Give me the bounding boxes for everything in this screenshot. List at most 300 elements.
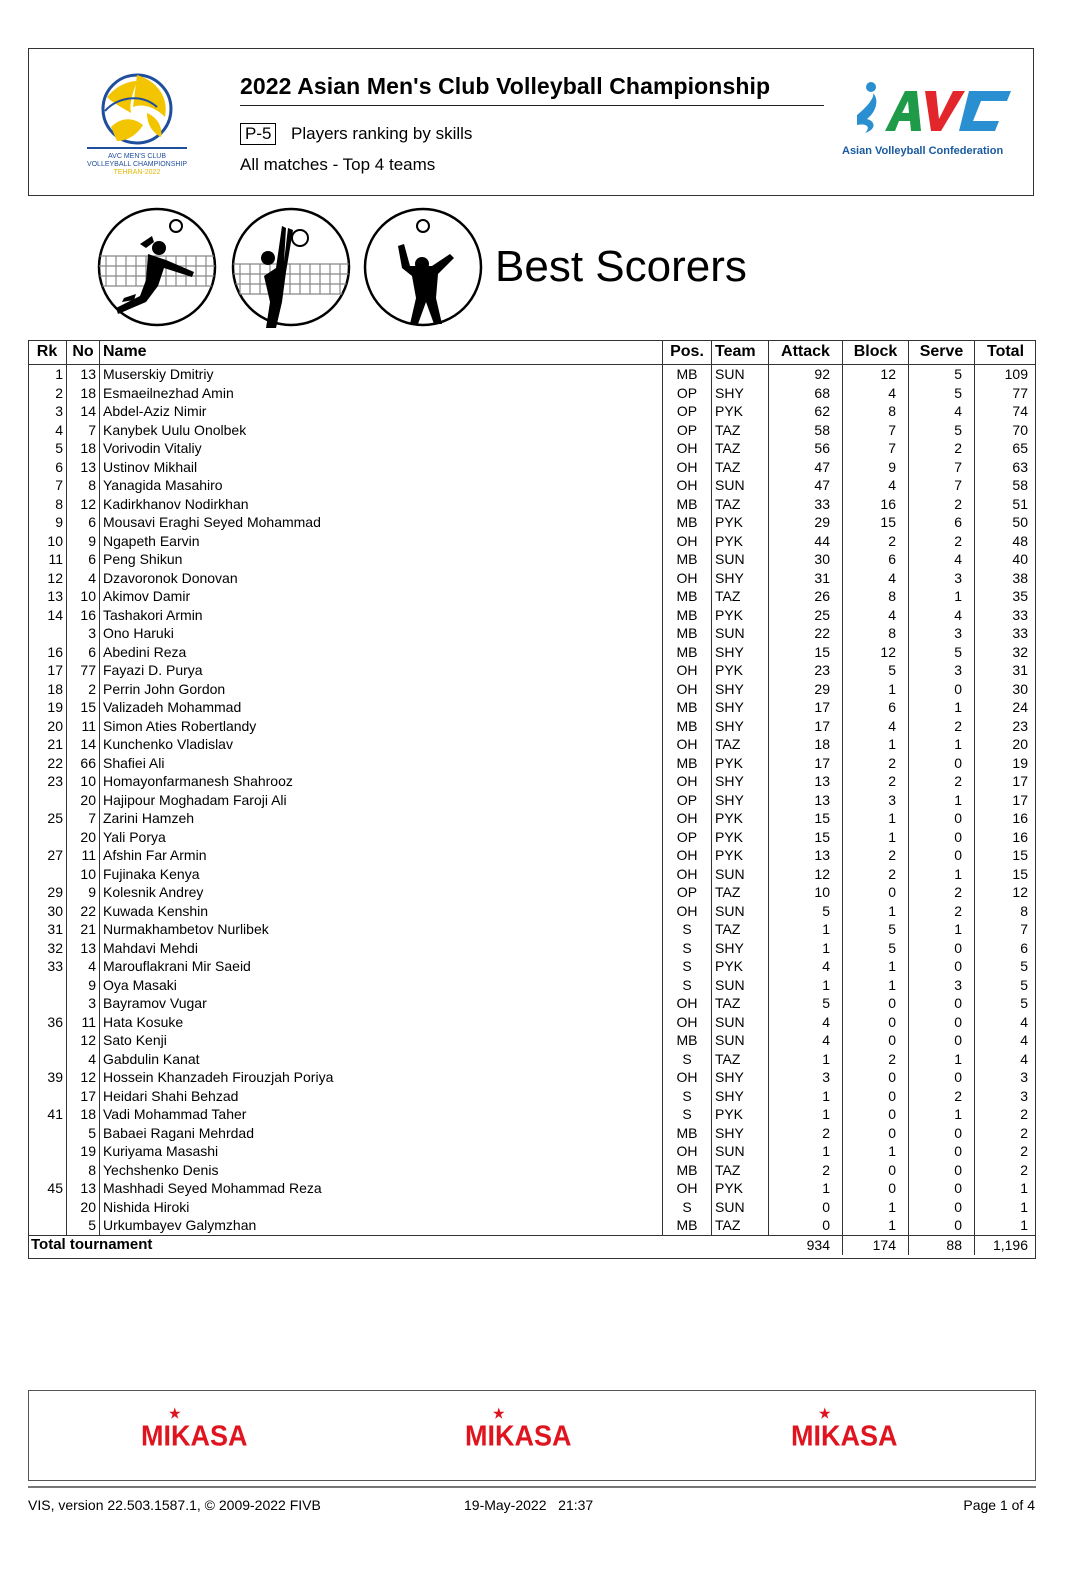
cell-name: Kanybek Uulu Onolbek [100, 421, 663, 440]
cell-team: PYK [712, 532, 769, 551]
cell-serve: 0 [909, 846, 975, 865]
cell-block: 8 [843, 402, 909, 421]
cell-total: 2 [1020, 1143, 1028, 1160]
cell-attack: 15 [769, 643, 843, 662]
table-row [28, 1068, 1036, 1087]
cell-number: 19 [67, 1142, 100, 1161]
cell-number: 20 [67, 791, 100, 810]
cell-serve: 1 [909, 1105, 975, 1124]
cell-team: TAZ [712, 735, 769, 754]
cell-name: Gabdulin Kanat [100, 1050, 663, 1069]
cell-serve: 3 [909, 976, 975, 995]
cell-attack: 29 [769, 680, 843, 699]
col-rank: Rk [28, 340, 67, 365]
col-number: No [67, 340, 100, 365]
table-row [28, 1216, 1036, 1235]
table-row [28, 828, 1036, 847]
sponsor-logo: ★ MIKASA [791, 1405, 898, 1452]
table-row [28, 606, 1036, 625]
table-row [28, 476, 1036, 495]
cell-serve: 2 [909, 717, 975, 736]
table-row [28, 402, 1036, 421]
cell-team: PYK [712, 809, 769, 828]
cell-name: Simon Aties Robertlandy [100, 717, 663, 736]
cell-number: 66 [67, 754, 100, 773]
section-title: Best Scorers [495, 242, 747, 291]
cell-rank: 2 [28, 384, 67, 403]
cell-attack: 5 [769, 902, 843, 921]
cell-total: 12 [1012, 884, 1028, 901]
cell-position: OH [663, 865, 712, 884]
cell-total: 1 [1020, 1217, 1028, 1234]
cell-rank: 9 [28, 513, 67, 532]
cell-position: OH [663, 772, 712, 791]
table-row [28, 587, 1036, 606]
cell-number: 9 [67, 976, 100, 995]
cell-serve: 5 [909, 643, 975, 662]
table-row [28, 809, 1036, 828]
cell-serve: 1 [909, 587, 975, 606]
cell-rank: 22 [28, 754, 67, 773]
cell-team: SUN [712, 865, 769, 884]
cell-team: TAZ [712, 883, 769, 902]
cell-rank: 11 [28, 550, 67, 569]
cell-number: 20 [67, 1198, 100, 1217]
cell-name: Sato Kenji [100, 1031, 663, 1050]
cell-rank: 13 [28, 587, 67, 606]
cell-serve: 4 [909, 550, 975, 569]
cell-team: PYK [712, 1105, 769, 1124]
cell-serve: 2 [909, 1087, 975, 1106]
cell-number: 10 [67, 772, 100, 791]
table-row [28, 754, 1036, 773]
cell-serve: 4 [909, 606, 975, 625]
cell-serve: 0 [909, 1161, 975, 1180]
cell-number: 11 [67, 1013, 100, 1032]
cell-serve: 0 [909, 994, 975, 1013]
cell-rank: 7 [28, 476, 67, 495]
cell-attack: 4 [769, 1013, 843, 1032]
cell-rank: 32 [28, 939, 67, 958]
cell-serve: 1 [909, 791, 975, 810]
cell-rank: 6 [28, 458, 67, 477]
cell-number: 4 [67, 569, 100, 588]
cell-number: 77 [67, 661, 100, 680]
footer-version: VIS, version 22.503.1587.1, © 2009-2022 FIVB [28, 1497, 321, 1513]
cell-attack: 15 [769, 809, 843, 828]
star-icon: ★ [169, 1405, 181, 1422]
cell-attack: 2 [769, 1124, 843, 1143]
cell-attack: 13 [769, 791, 843, 810]
cell-name: Vorivodin Vitaliy [100, 439, 663, 458]
cell-name: Mashhadi Seyed Mohammad Reza [100, 1179, 663, 1198]
table-body [28, 365, 1036, 1236]
cell-rank: 3 [28, 402, 67, 421]
cell-position: MB [663, 1161, 712, 1180]
cell-serve: 0 [909, 828, 975, 847]
cell-number: 18 [67, 439, 100, 458]
cell-attack: 1 [769, 920, 843, 939]
cell-name: Kunchenko Vladislav [100, 735, 663, 754]
cell-total: 2 [1020, 1124, 1028, 1141]
table-row [28, 1105, 1036, 1124]
cell-position: OH [663, 569, 712, 588]
cell-attack: 25 [769, 606, 843, 625]
cell-attack: 29 [769, 513, 843, 532]
table-row [28, 920, 1036, 939]
cell-block: 1 [843, 902, 909, 921]
cell-total: 48 [1012, 532, 1028, 549]
cell-total: 17 [1012, 773, 1028, 790]
cell-team: SHY [712, 643, 769, 662]
cell-name: Tashakori Armin [100, 606, 663, 625]
table-row [28, 513, 1036, 532]
cell-name: Akimov Damir [100, 587, 663, 606]
cell-total: 6 [1020, 939, 1028, 956]
cell-block: 2 [843, 1050, 909, 1069]
cell-rank: 5 [28, 439, 67, 458]
cell-team: SHY [712, 1124, 769, 1143]
cell-name: Urkumbayev Galymzhan [100, 1216, 663, 1235]
cell-serve: 4 [909, 402, 975, 421]
cell-name: Fujinaka Kenya [100, 865, 663, 884]
svg-text:AVC MEN'S CLUB: AVC MEN'S CLUB [108, 153, 166, 160]
table-row [28, 1050, 1036, 1069]
cell-attack: 0 [769, 1198, 843, 1217]
cell-attack: 33 [769, 495, 843, 514]
cell-total: 15 [1012, 847, 1028, 864]
cell-position: MB [663, 643, 712, 662]
cell-block: 2 [843, 772, 909, 791]
cell-rank: 17 [28, 661, 67, 680]
cell-position: OP [663, 791, 712, 810]
table-row [28, 717, 1036, 736]
table-row [28, 698, 1036, 717]
cell-attack: 5 [769, 994, 843, 1013]
totals-label: Total tournament [28, 1235, 769, 1255]
cell-position: MB [663, 1124, 712, 1143]
col-serve: Serve [909, 340, 975, 365]
cell-attack: 26 [769, 587, 843, 606]
table-row [28, 772, 1036, 791]
cell-name: Heidari Shahi Behzad [100, 1087, 663, 1106]
cell-attack: 30 [769, 550, 843, 569]
cell-name: Nishida Hiroki [100, 1198, 663, 1217]
cell-block: 12 [843, 643, 909, 662]
cell-number: 5 [67, 1216, 100, 1235]
cell-attack: 13 [769, 846, 843, 865]
cell-total: 8 [1020, 902, 1028, 919]
cell-serve: 1 [909, 920, 975, 939]
cell-number: 11 [67, 846, 100, 865]
cell-rank [28, 976, 67, 995]
cell-rank: 4 [28, 421, 67, 440]
cell-number: 18 [67, 384, 100, 403]
svg-text:VOLLEYBALL CHAMPIONSHIP: VOLLEYBALL CHAMPIONSHIP [86, 161, 188, 168]
cell-position: MB [663, 1216, 712, 1235]
star-icon: ★ [819, 1405, 831, 1422]
cell-total: 17 [1012, 791, 1028, 808]
cell-name: Afshin Far Armin [100, 846, 663, 865]
cell-number: 18 [67, 1105, 100, 1124]
cell-position: S [663, 957, 712, 976]
cell-total: 31 [1012, 662, 1028, 679]
cell-attack: 68 [769, 384, 843, 403]
cell-name: Babaei Ragani Mehrdad [100, 1124, 663, 1143]
table-row [28, 624, 1036, 643]
cell-number: 6 [67, 643, 100, 662]
block-icon [230, 206, 352, 328]
cell-serve: 0 [909, 1216, 975, 1235]
cell-total: 2 [1020, 1106, 1028, 1123]
cell-serve: 5 [909, 365, 975, 384]
cell-name: Abdel-Aziz Nimir [100, 402, 663, 421]
cell-team: SUN [712, 1013, 769, 1032]
cell-block: 6 [843, 550, 909, 569]
table-row [28, 661, 1036, 680]
cell-team: PYK [712, 606, 769, 625]
cell-name: Nurmakhambetov Nurlibek [100, 920, 663, 939]
cell-name: Yanagida Masahiro [100, 476, 663, 495]
cell-total: 7 [1020, 921, 1028, 938]
cell-team: SHY [712, 1087, 769, 1106]
cell-attack: 1 [769, 1105, 843, 1124]
cell-position: S [663, 920, 712, 939]
cell-number: 12 [67, 495, 100, 514]
cell-position: MB [663, 365, 712, 384]
cell-name: Mousavi Eraghi Seyed Mohammad [100, 513, 663, 532]
cell-position: OH [663, 994, 712, 1013]
cell-serve: 2 [909, 883, 975, 902]
sponsor-banner [28, 1390, 1036, 1481]
cell-position: OH [663, 809, 712, 828]
cell-rank [28, 865, 67, 884]
cell-total: 3 [1020, 1087, 1028, 1104]
cell-rank [28, 1124, 67, 1143]
cell-attack: 31 [769, 569, 843, 588]
cell-name: Fayazi D. Purya [100, 661, 663, 680]
cell-rank [28, 1087, 67, 1106]
cell-number: 12 [67, 1068, 100, 1087]
cell-block: 7 [843, 421, 909, 440]
cell-number: 17 [67, 1087, 100, 1106]
cell-serve: 0 [909, 680, 975, 699]
table-row [28, 384, 1036, 403]
cell-position: OP [663, 402, 712, 421]
cell-name: Hata Kosuke [100, 1013, 663, 1032]
cell-block: 0 [843, 994, 909, 1013]
cell-serve: 6 [909, 513, 975, 532]
cell-rank: 18 [28, 680, 67, 699]
cell-position: OH [663, 1179, 712, 1198]
cell-position: OH [663, 458, 712, 477]
cell-attack: 1 [769, 976, 843, 995]
cell-position: MB [663, 550, 712, 569]
cell-rank [28, 624, 67, 643]
cell-name: Oya Masaki [100, 976, 663, 995]
cell-block: 12 [843, 365, 909, 384]
cell-team: TAZ [712, 495, 769, 514]
table-row [28, 1161, 1036, 1180]
cell-block: 4 [843, 606, 909, 625]
cell-team: SHY [712, 680, 769, 699]
cell-attack: 23 [769, 661, 843, 680]
cell-total: 24 [1012, 699, 1028, 716]
table-row [28, 883, 1036, 902]
cell-total: 63 [1012, 458, 1028, 475]
table-row [28, 421, 1036, 440]
cell-serve: 1 [909, 1050, 975, 1069]
sponsor-logo: ★ MIKASA [465, 1405, 572, 1452]
table-row [28, 1013, 1036, 1032]
cell-number: 13 [67, 365, 100, 384]
cell-block: 1 [843, 1198, 909, 1217]
cell-name: Ono Haruki [100, 624, 663, 643]
cell-block: 0 [843, 1161, 909, 1180]
cell-number: 2 [67, 680, 100, 699]
cell-number: 7 [67, 421, 100, 440]
cell-block: 6 [843, 698, 909, 717]
cell-name: Dzavoronok Donovan [100, 569, 663, 588]
cell-position: OH [663, 1013, 712, 1032]
cell-team: PYK [712, 846, 769, 865]
cell-number: 9 [67, 532, 100, 551]
cell-serve: 0 [909, 1142, 975, 1161]
cell-number: 13 [67, 1179, 100, 1198]
cell-attack: 3 [769, 1068, 843, 1087]
cell-serve: 3 [909, 661, 975, 680]
cell-block: 0 [843, 1179, 909, 1198]
cell-position: S [663, 976, 712, 995]
cell-position: MB [663, 717, 712, 736]
cell-rank [28, 994, 67, 1013]
cell-block: 1 [843, 976, 909, 995]
cell-number: 11 [67, 717, 100, 736]
cell-name: Muserskiy Dmitriy [100, 365, 663, 384]
cell-position: MB [663, 587, 712, 606]
cell-serve: 0 [909, 1124, 975, 1143]
cell-team: SUN [712, 976, 769, 995]
cell-rank [28, 1198, 67, 1217]
cell-name: Yechshenko Denis [100, 1161, 663, 1180]
cell-serve: 0 [909, 1179, 975, 1198]
cell-name: Peng Shikun [100, 550, 663, 569]
cell-position: MB [663, 754, 712, 773]
cell-rank: 36 [28, 1013, 67, 1032]
cell-name: Kolesnik Andrey [100, 883, 663, 902]
cell-number: 9 [67, 883, 100, 902]
cell-block: 4 [843, 717, 909, 736]
cell-serve: 7 [909, 476, 975, 495]
cell-name: Vadi Mohammad Taher [100, 1105, 663, 1124]
cell-total: 1 [1020, 1180, 1028, 1197]
cell-position: S [663, 1050, 712, 1069]
cell-number: 6 [67, 550, 100, 569]
cell-attack: 17 [769, 717, 843, 736]
cell-number: 3 [67, 994, 100, 1013]
cell-name: Perrin John Gordon [100, 680, 663, 699]
cell-block: 5 [843, 920, 909, 939]
cell-rank [28, 1031, 67, 1050]
table-row [28, 532, 1036, 551]
cell-position: MB [663, 495, 712, 514]
cell-position: S [663, 939, 712, 958]
cell-rank: 19 [28, 698, 67, 717]
cell-attack: 62 [769, 402, 843, 421]
table-row [28, 846, 1036, 865]
cell-position: OH [663, 476, 712, 495]
cell-total: 32 [1012, 643, 1028, 660]
cell-number: 3 [67, 624, 100, 643]
cell-rank: 14 [28, 606, 67, 625]
cell-rank: 45 [28, 1179, 67, 1198]
cell-number: 13 [67, 458, 100, 477]
cell-block: 1 [843, 735, 909, 754]
cell-attack: 92 [769, 365, 843, 384]
cell-position: OH [663, 532, 712, 551]
cell-position: MB [663, 606, 712, 625]
table-row [28, 1198, 1036, 1217]
col-name: Name [100, 340, 663, 365]
cell-position: OP [663, 421, 712, 440]
table-row [28, 1124, 1036, 1143]
cell-team: TAZ [712, 1050, 769, 1069]
table-row [28, 976, 1036, 995]
cell-rank: 8 [28, 495, 67, 514]
cell-attack: 1 [769, 1142, 843, 1161]
championship-logo [77, 67, 197, 185]
cell-rank: 10 [28, 532, 67, 551]
cell-rank: 23 [28, 772, 67, 791]
sponsor-logo: ★ MIKASA [141, 1405, 248, 1452]
cell-rank: 30 [28, 902, 67, 921]
cell-block: 0 [843, 1105, 909, 1124]
table-row [28, 865, 1036, 884]
cell-serve: 2 [909, 772, 975, 791]
cell-position: OH [663, 661, 712, 680]
cell-attack: 4 [769, 957, 843, 976]
cell-team: SHY [712, 717, 769, 736]
cell-position: MB [663, 1031, 712, 1050]
cell-serve: 5 [909, 384, 975, 403]
footer-page: Page 1 of 4 [963, 1497, 1035, 1513]
cell-team: TAZ [712, 1161, 769, 1180]
cell-rank [28, 828, 67, 847]
cell-attack: 15 [769, 828, 843, 847]
cell-position: OH [663, 1068, 712, 1087]
cell-serve: 1 [909, 865, 975, 884]
svg-text:TEHRAN-2022: TEHRAN-2022 [113, 169, 161, 176]
cell-total: 23 [1012, 717, 1028, 734]
table-row [28, 735, 1036, 754]
footer-datetime: 19-May-2022 21:37 [464, 1497, 594, 1513]
cell-total: 2 [1020, 1161, 1028, 1178]
cell-number: 22 [67, 902, 100, 921]
cell-block: 1 [843, 1216, 909, 1235]
cell-team: TAZ [712, 458, 769, 477]
cell-team: SHY [712, 1068, 769, 1087]
cell-number: 6 [67, 513, 100, 532]
cell-name: Shafiei Ali [100, 754, 663, 773]
table-row [28, 1142, 1036, 1161]
cell-team: SUN [712, 476, 769, 495]
table-row [28, 680, 1036, 699]
cell-name: Ustinov Mikhail [100, 458, 663, 477]
cell-team: TAZ [712, 439, 769, 458]
cell-position: S [663, 1198, 712, 1217]
cell-rank [28, 1050, 67, 1069]
cell-block: 8 [843, 587, 909, 606]
